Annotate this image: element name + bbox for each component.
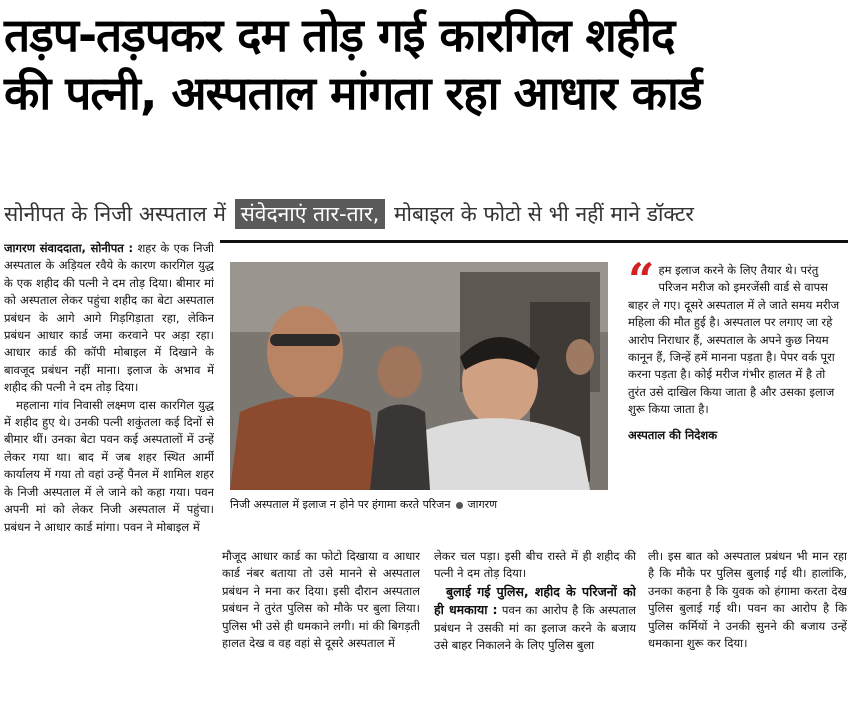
subheadline xyxy=(4,194,847,234)
article-column-2 xyxy=(222,548,420,696)
headline-line-1: तड़प-तड़पकर दम तोड़ गई कारगिल शहीद xyxy=(4,8,675,62)
dateline: जागरण संवाददाता, सोनीपत : xyxy=(4,241,134,255)
article-column-1 xyxy=(4,240,214,696)
quote-source: अस्पताल की निदेशक xyxy=(628,427,718,442)
headline xyxy=(4,6,847,122)
article-column-2-text: मौजूद आधार कार्ड का फोटो दिखाया व आधार कार्ड नंबर बताया तो उसे मानने से अस्पताल प्रबंधन ने मना कर दिया। इसी दौरान अस्पताल प्रबंधन ने तुरंत पुलिस को मौके पर बुला लिया। पुलिस भी उसे ही धमकाने लगी। मां की बिगड़ती हालत देख व वह वहां से दूसरे अस्पताल में xyxy=(222,549,420,651)
news-photo xyxy=(230,262,608,490)
quote-text: हम इलाज करने के लिए तैयार थे। परंतु परिजन मरीज को इमरजेंसी वार्ड से वापस बाहर ले गए। दूसरे अस्पताल में ले जाते समय मरीज महिला की मौत हुई है। अस्पताल पर लगाए जा रहे आरोप निराधार हैं, अस्पताल के अपने कुछ नियम कानून हैं, जिन्हें हमें मानना पड़ता है। पेपर वर्क पूरा करना पड़ता है। कोई मरीज गंभीर हालत में है तो तुरंत उसे दाखिल किया जाता है और उसका इलाज शुरू किया जाता है। xyxy=(628,263,840,417)
photo-credit: जागरण xyxy=(467,498,498,511)
subhead-after: मोबाइल के फोटो से भी नहीं माने डॉक्टर xyxy=(393,202,695,226)
article-column-4 xyxy=(648,548,847,696)
photo-illustration xyxy=(230,262,608,490)
article-paragraph-1: शहर के एक निजी अस्पताल के अड़ियल रवैये के कारण कारगिल युद्ध के एक शहीद की पत्नी ने दम तोड़ दिया। बीमार मां को अस्पताल लेकर पहुंचा शहीद का बेटा अस्पताल प्रबंधन के आगे आगे गिड़गिड़ाता रहा, लेकिन प्रबंधन आधार कार्ड जमा करवाने पर अड़ा रहा। आधार कार्ड की कॉपी मोबाइल में दिखाने के बावजूद प्रबंधन नहीं माना। इलाज के अभाव में शहीद की पत्नी ने दम तोड़ दिया। xyxy=(4,241,214,395)
quote-mark-icon: “ xyxy=(628,253,655,307)
article-column-3-text: लेकर चल पड़ा। इसी बीच रास्ते में ही शहीद की पत्नी ने दम तोड़ दिया। xyxy=(434,549,636,581)
article-column-3 xyxy=(434,548,636,696)
subhead-before: सोनीपत के निजी अस्पताल में xyxy=(4,202,226,226)
article-paragraph-2: महलाना गांव निवासी लक्ष्मण दास कारगिल युद्ध में शहीद हुए थे। उनकी पत्नी शकुंतला कई दिनों से बीमार थीं। उनका बेटा पवन कई अस्पतालों में उन्हें लेकर गया था। बाद में जब शहर स्थित आर्मी कार्यालय में गया तो वहां उन्हें पैनल में शामिल शहर के निजी अस्पताल में ले जाने को कहा गया। पवन अपनी मां को लेकर निजी अस्पताल में पहुंचा। प्रबंधन ने आधार कार्ड मांगा। पवन ने मोबाइल में xyxy=(4,397,214,534)
section-divider xyxy=(220,240,848,243)
article-column-4-text: ली। इस बात को अस्पताल प्रबंधन भी मान रहा है कि मौके पर पुलिस बुलाई गई थी। हालांकि, उनका कहना है कि युवक को हंगामा करता देख पुलिस बुलाई गई थी। पवन का आरोप है कि पुलिस कर्मियों ने उनकी सुनने की बजाय उन्हें धमकाना शुरू कर दिया। xyxy=(648,549,847,651)
article-subheading: बुलाई गई पुलिस, शहीद के परिजनों को ही धमकाया : xyxy=(434,583,636,618)
headline-line-2: की पत्नी, अस्पताल मांगता रहा आधार कार्ड xyxy=(4,66,702,120)
subhead-highlight: संवेदनाएं तार-तार, xyxy=(235,199,386,229)
article-column-3-text-2: पवन का आरोप है कि अस्पताल प्रबंधन ने उसकी मां का इलाज करने के बजाय उसे बाहर निकालने के लिए पुलिस बुला xyxy=(434,603,636,653)
caption-text: निजी अस्पताल में इलाज न होने पर हंगामा करते परिजन xyxy=(230,498,451,511)
photo-caption xyxy=(230,496,630,514)
quote-box xyxy=(628,253,846,512)
bullet-dot-icon xyxy=(456,502,463,509)
